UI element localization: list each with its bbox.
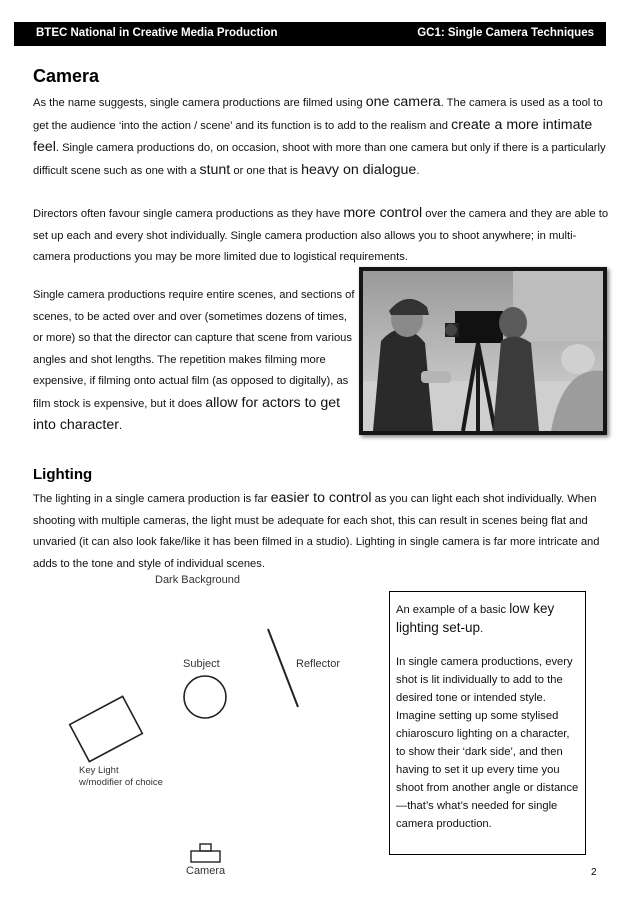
box-intro: An example of a basic low key lighting set-up. — [396, 601, 555, 635]
camera-paragraph-3: Single camera productions require entire scenes, and sections of scenes, to be acted over and over (sometimes dozens of times, or more) so that the director can capture that scene from various angles and shot lengths. The repetition makes filming more expensive, if filming onto actual film (as opposed to digitally), as film stock is expensive, but it does allow for actors to get into character. — [33, 289, 355, 433]
dark-background-label: Dark Background — [155, 574, 240, 586]
film-crew-photo — [359, 267, 607, 435]
film-crew-photo-image — [363, 271, 603, 431]
camera-icon — [191, 844, 220, 862]
lighting-diagram — [60, 570, 380, 890]
key-light-shape — [70, 696, 143, 761]
lighting-heading: Lighting — [33, 466, 93, 483]
reflector-label: Reflector — [296, 658, 341, 670]
header-course-title: BTEC National in Creative Media Production — [36, 27, 278, 39]
subject-label: Subject — [183, 658, 220, 670]
box-body: In single camera productions, every shot is lit individually to add to the desired tone or intended style. Imagine setting up some stylised chiaroscuro lighting on a character, to show their ‘dark side’, and then having to set it up every time you shoot from another angle or distance—that’s what’s needed for single camera production. — [396, 656, 579, 830]
reflector-line — [268, 629, 298, 707]
key-light-label: Key Light w/modifier of choice — [79, 765, 163, 788]
page-header — [14, 22, 606, 46]
camera-paragraph-2: Directors often favour single camera productions as they have more control over the camera and they are able to set up each and every shot individually. Single camera production also allows you to shoot anywhere; in multi-camera productions you may be more limited due to logistical requirements. — [33, 205, 609, 263]
lighting-example-box — [389, 591, 586, 855]
page-number: 2 — [591, 867, 597, 878]
lighting-paragraph: The lighting in a single camera production is far easier to control as you can light each shot individually. When shooting with multiple cameras, the light must be adequate for each shot, this can result in scenes being flat and unvaried (it can also look fake/like it has been filmed in a studio). Lighting in single camera is far more intricate and adds to the tone and style of individual scenes. — [33, 490, 600, 570]
header-unit-title: GC1: Single Camera Techniques — [417, 27, 594, 39]
camera-paragraph-1: As the name suggests, single camera productions are filmed using one camera. The camera is used as a tool to get the audience ‘into the action / scene’ and its function is to add to the realism and create a more intimate feel. Single camera productions do, on occasion, shoot with more than one camera but only if there is a particularly difficult scene such as one with a stunt or one that is heavy on dialogue. — [33, 94, 606, 178]
camera-heading: Camera — [33, 66, 100, 86]
subject-circle — [184, 676, 226, 718]
camera-label: Camera — [186, 865, 226, 877]
